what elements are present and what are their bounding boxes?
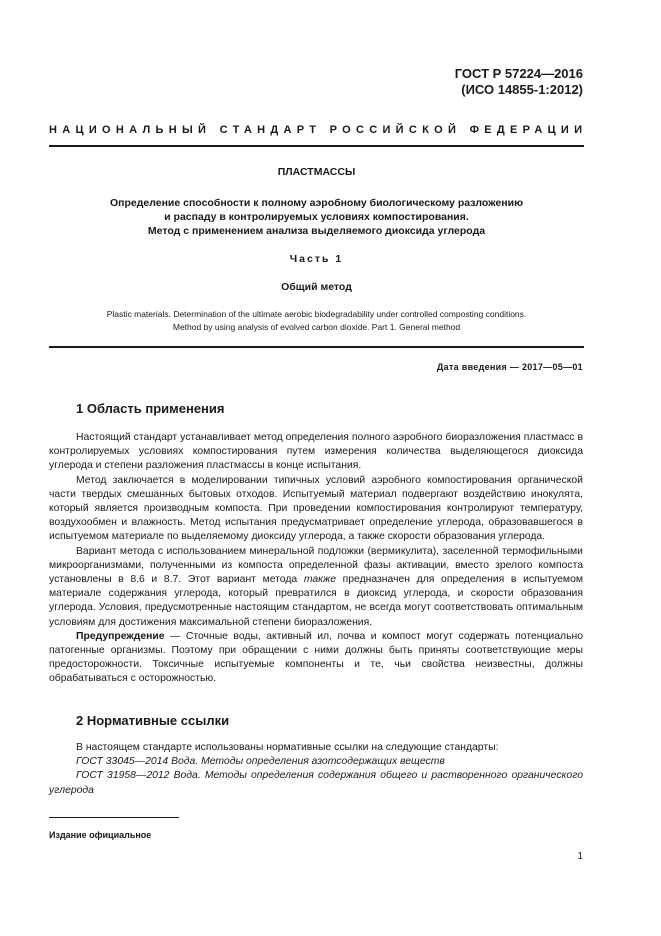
section-body-scope (49, 431, 583, 687)
gost-number: ГОСТ Р 57224—2016 (454, 66, 583, 81)
english-title-line: Method by using analysis of evolved carbon dioxide. Part 1. General method (172, 322, 461, 332)
section-body-references (49, 741, 583, 798)
subtitle-line: Метод с применением анализа выделяемого диоксида углерода (147, 225, 486, 237)
reference-item: ГОСТ 33045—2014 Вода. Методы определения азотсодержащих веществ (76, 756, 445, 768)
subtitle-line: Определение способности к полному аэробному биологическому разложению (109, 197, 524, 209)
english-title-line: Plastic materials. Determination of the ultimate aerobic biodegradability under controlled composting conditions. (106, 309, 527, 319)
english-title (49, 308, 584, 334)
part-title: Общий метод (281, 281, 352, 293)
paragraph: Метод заключается в моделировании типичных условий аэробного компостирования органической части твердых смешанных бытовых отходов. Испытуемый материал подвергают воздействию инокулята, который является производным компоста. При проведении компостирования контролируют температуру, воздухообмен и влажность. Метод испытания предусматривает определение углерода, образовавшегося в испытуемом материале по выделяемому диоксиду углерода, а также скорости образования углерода. (49, 474, 583, 543)
subtitle-line: и распаду в контролируемых условиях компостирования. (164, 211, 469, 223)
standard-subtitle (49, 196, 584, 238)
footer-divider (49, 817, 179, 818)
title-divider (49, 346, 584, 348)
warning-text: — Сточные воды, активный ил, почва и компост могут содержать потенциально патогенные организмы. Поэтому при обращении с ними должны быть приняты соответствующие меры предосторожности. Токсичные испытуемые компоненты и те, чьи свойства неизвестны, должны обрабатываться с осторожностью. (49, 630, 583, 685)
emphasis-text: также (303, 574, 336, 586)
paragraph: В настоящем стандарте использованы нормативные ссылки на следующие стандарты: (76, 742, 499, 753)
paragraph (49, 545, 583, 630)
paragraph: Настоящий стандарт устанавливает метод определения полного аэробного биоразложения пластмасс в контролируемых условиях компостирования путем измерения количества выделяющегося диоксида углерода и степени разложения пластмассы в конце испытания. (49, 432, 583, 472)
paragraph-text: предназначен для определения в испытуемом материале содержания углерода, который превратился в диоксид углерода, и скорости образования углерода. Условия, предусмотренные настоящим стандартом, не всегда могут соответствовать оптимальным условиям для достижения максимальной степени биоразложения. (49, 574, 583, 628)
header-divider (49, 145, 584, 147)
part-label: Часть 1 (289, 253, 344, 265)
document-number-block (455, 66, 583, 98)
warning-paragraph (49, 630, 583, 687)
official-edition-label: Издание официальное (49, 830, 152, 840)
section-heading-references: 2 Нормативные ссылки (76, 713, 230, 728)
national-standard-banner: НАЦИОНАЛЬНЫЙ СТАНДАРТ РОССИЙСКОЙ ФЕДЕРАЦИИ (49, 124, 588, 136)
iso-number: (ИСО 14855-1:2012) (461, 82, 583, 97)
section-heading-scope: 1 Область применения (76, 401, 225, 416)
introduction-date: Дата введения — 2017—05—01 (436, 362, 583, 372)
standard-title: ПЛАСТМАССЫ (277, 166, 356, 178)
paragraph-text: Вариант метода с использованием минеральной подложки (вермикулита), заселенной термофильными микроорганизмами, полученными из компоста определенной фазы активации, вместо зрелого компоста установлены в 8.6 и 8.7. Этот вариант метода (49, 545, 583, 586)
reference-item: ГОСТ 31958—2012 Вода. Методы определения содержания общего и растворенного органического углерода (49, 770, 583, 796)
page-number: 1 (577, 851, 583, 862)
warning-label: Предупреждение (76, 630, 165, 642)
